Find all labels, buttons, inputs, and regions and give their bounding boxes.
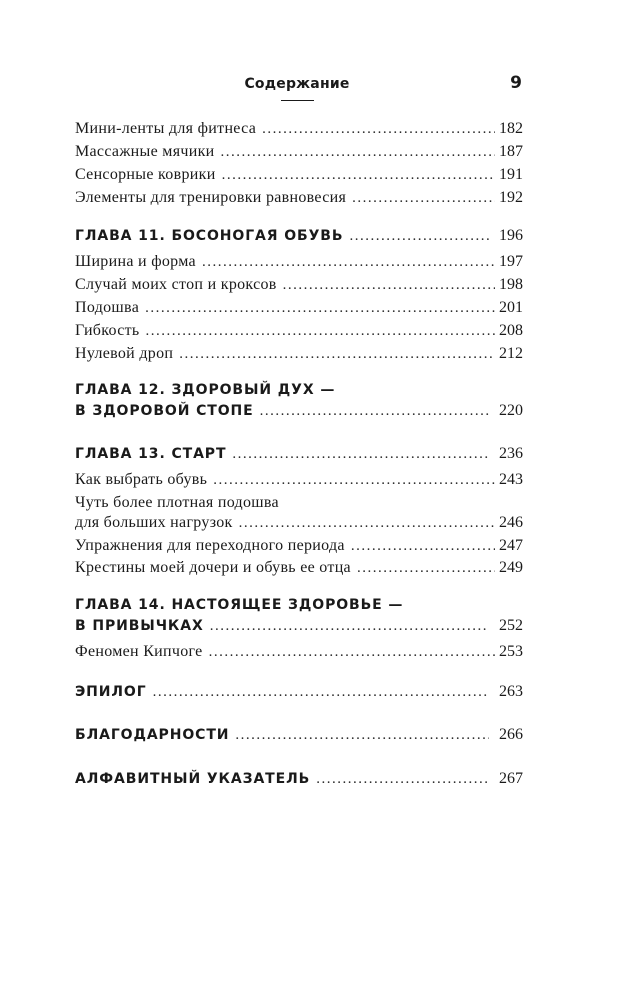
dot-leader (202, 254, 495, 271)
toc-chapter-page: 266 (499, 726, 523, 743)
toc-chapter-label: БЛАГОДАРНОСТИ (75, 727, 230, 743)
dot-leader (316, 771, 489, 788)
dot-leader (283, 277, 495, 294)
toc-chapter-page: 263 (499, 683, 523, 700)
toc-chapter-page: 252 (499, 617, 523, 634)
toc-entry-label-line1: Чуть более плотная подошва (75, 494, 279, 511)
toc-entry-label: Массажные мячики (75, 143, 215, 160)
toc-entry-label: Упражнения для переходного периода (75, 537, 345, 554)
toc-entry-label: Крестины моей дочери и обувь ее отца (75, 559, 351, 576)
toc-entry-page: 198 (499, 276, 523, 293)
dot-leader (221, 144, 495, 161)
toc-chapter-label: ГЛАВА 13. СТАРТ (75, 446, 227, 462)
dot-leader (349, 228, 489, 245)
toc-entry-page: 182 (499, 120, 523, 137)
dot-leader (357, 560, 495, 577)
toc-chapter (75, 770, 523, 794)
toc-entry (75, 299, 523, 323)
toc-chapter-label: АЛФАВИТНЫЙ УКАЗАТЕЛЬ (75, 771, 311, 787)
dot-leader (146, 323, 496, 340)
toc-entry-label: Подошва (75, 299, 140, 316)
toc-entry-page: 246 (499, 514, 523, 531)
toc-entry-label: Мини-ленты для фитнеса (75, 120, 257, 137)
toc-entry (75, 143, 523, 167)
dot-leader (262, 121, 495, 138)
toc-entry-page: 201 (499, 299, 523, 316)
toc-entry-label: Элементы для тренировки равновесия (75, 189, 347, 206)
toc-entry-page: 253 (499, 643, 523, 660)
toc-entry-page: 247 (499, 537, 523, 554)
dot-leader (239, 515, 495, 532)
dot-leader (179, 346, 495, 363)
toc-entry-label: Как выбрать обувь (75, 471, 208, 488)
toc-entry (75, 559, 523, 583)
toc-chapter-label: В ПРИВЫЧКАХ (75, 618, 204, 634)
running-header-title: Содержание (244, 76, 350, 92)
toc-entry (75, 120, 523, 144)
page-number: 9 (510, 73, 522, 93)
toc-entry-page: 192 (499, 189, 523, 206)
toc-entry-page: 212 (499, 345, 523, 362)
toc-entry-page: 191 (499, 166, 523, 183)
toc-entry (75, 471, 523, 495)
toc-entry (75, 166, 523, 190)
toc-entry (75, 345, 523, 369)
dot-leader (153, 684, 489, 701)
toc-chapter (75, 617, 523, 641)
toc-entry-page: 208 (499, 322, 523, 339)
dot-leader (213, 472, 495, 489)
toc-entry-label: Ширина и форма (75, 253, 196, 270)
toc-entry-label: Нулевой дроп (75, 345, 174, 362)
dot-leader (260, 403, 489, 420)
toc-chapter-label-line1: ГЛАВА 14. НАСТОЯЩЕЕ ЗДОРОВЬЕ — (75, 597, 404, 613)
toc-entry-label: для больших нагрузок (75, 514, 233, 531)
toc-chapter (75, 402, 523, 426)
toc-chapter-label: ЭПИЛОГ (75, 684, 147, 700)
toc-entry-label: Сенсорные коврики (75, 166, 216, 183)
toc-entry (75, 322, 523, 346)
toc-chapter (75, 227, 523, 251)
dot-leader (352, 190, 495, 207)
toc-chapter (75, 445, 523, 469)
toc-chapter-page: 236 (499, 445, 523, 462)
toc-chapter-page: 267 (499, 770, 523, 787)
toc-entry-page: 243 (499, 471, 523, 488)
toc-entry (75, 514, 523, 538)
toc-entry-label: Гибкость (75, 322, 140, 339)
toc-entry-label: Феномен Кипчоге (75, 643, 203, 660)
dot-leader (210, 618, 489, 635)
toc-entry-page: 187 (499, 143, 523, 160)
toc-entry (75, 276, 523, 300)
dot-leader (145, 300, 495, 317)
header-underline-rule (281, 100, 314, 101)
dot-leader (209, 644, 495, 661)
toc-chapter-label: ГЛАВА 11. БОСОНОГАЯ ОБУВЬ (75, 228, 344, 244)
toc-entry-page: 197 (499, 253, 523, 270)
toc-chapter-page: 196 (499, 227, 523, 244)
toc-entry-label: Случай моих стоп и кроксов (75, 276, 277, 293)
toc-chapter-label: В ЗДОРОВОЙ СТОПЕ (75, 403, 254, 419)
toc-entry (75, 537, 523, 561)
dot-leader (232, 446, 489, 463)
toc-entry (75, 643, 523, 667)
dot-leader (235, 727, 489, 744)
toc-chapter (75, 726, 523, 750)
toc-entry (75, 253, 523, 277)
toc-chapter-page: 220 (499, 402, 523, 419)
toc-chapter-label-line1: ГЛАВА 12. ЗДОРОВЫЙ ДУХ — (75, 382, 336, 398)
dot-leader (222, 167, 495, 184)
toc-entry-page: 249 (499, 559, 523, 576)
toc-entry (75, 189, 523, 213)
dot-leader (351, 538, 495, 555)
toc-chapter (75, 683, 523, 707)
